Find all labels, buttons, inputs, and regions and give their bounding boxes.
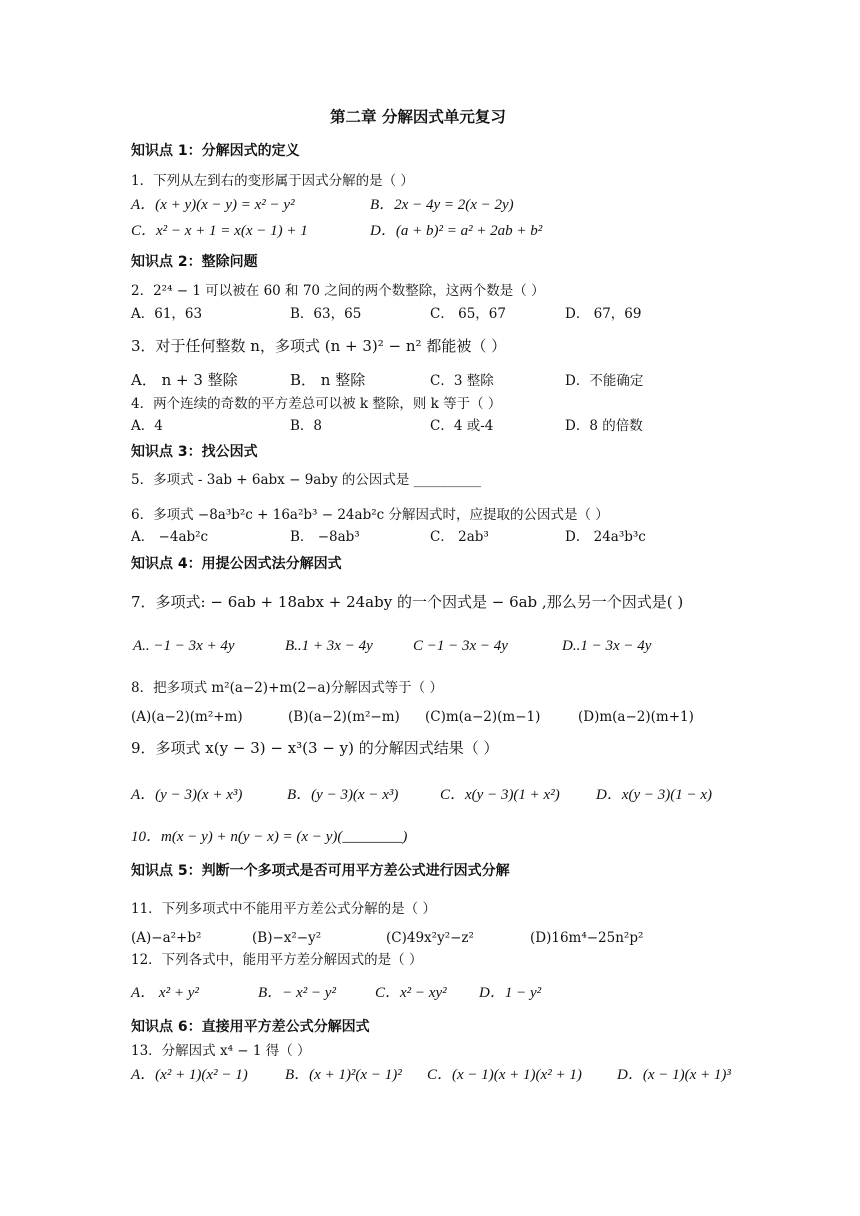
question-11-option-d: (D)16m⁴−25n²p² bbox=[530, 930, 644, 946]
question-3-option-b: B． n 整除 bbox=[290, 371, 366, 389]
section-heading-4: 知识点 4：用提公因式法分解因式 bbox=[131, 556, 342, 572]
question-3-option-d: D．不能确定 bbox=[565, 373, 644, 389]
question-2-option-c: C． 65，67 bbox=[430, 306, 506, 322]
question-9-option-a: A．(y − 3)(x + x³) bbox=[131, 787, 243, 803]
question-6-option-b: B． −8ab³ bbox=[290, 529, 360, 545]
page-title: 第二章 分解因式单元复习 bbox=[330, 107, 506, 126]
question-6-option-d: D． 24a³b³c bbox=[565, 529, 646, 545]
question-8-stem: 8．把多项式 m²(a−2)+m(2−a)分解因式等于（ ） bbox=[131, 680, 443, 696]
question-4-option-b: B．8 bbox=[290, 418, 323, 434]
question-6-stem: 6．多项式 −8a³b²c + 16a²b³ − 24ab²c 分解因式时，应提取的公因式是（ ） bbox=[131, 507, 609, 523]
question-4-option-d: D．8 的倍数 bbox=[565, 418, 643, 434]
question-11-option-a: (A)−a²+b² bbox=[131, 930, 202, 946]
question-2-option-d: D． 67，69 bbox=[565, 306, 642, 322]
question-13-option-b: B．(x + 1)²(x − 1)² bbox=[285, 1067, 402, 1083]
question-3-stem: 3．对于任何整数 n，多项式 (n + 3)² − n² 都能被（ ） bbox=[131, 337, 507, 355]
question-7-stem: 7．多项式: − 6ab + 18abx + 24aby 的一个因式是 − 6ab ,那么另一个因式是( ) bbox=[131, 593, 684, 611]
question-7-option-c: C −1 − 3x − 4y bbox=[413, 638, 508, 654]
question-12-stem: 12．下列各式中，能用平方差分解因式的是（ ） bbox=[131, 952, 423, 968]
question-7-option-b: B..1 + 3x − 4y bbox=[285, 638, 373, 654]
question-1-option-a: A．(x + y)(x − y) = x² − y² bbox=[131, 197, 295, 213]
question-9-option-b: B．(y − 3)(x − x³) bbox=[287, 787, 399, 803]
question-10-stem: 10．m(x − y) + n(y − x) = (x − y)(________) bbox=[131, 829, 408, 845]
section-heading-6: 知识点 6：直接用平方差公式分解因式 bbox=[131, 1019, 370, 1035]
question-12-option-c: C．x² − xy² bbox=[375, 985, 447, 1001]
question-1-option-b: B．2x − 4y = 2(x − 2y) bbox=[370, 197, 514, 213]
question-12-option-d: D．1 − y² bbox=[479, 985, 542, 1001]
question-12-option-b: B．− x² − y² bbox=[258, 985, 336, 1001]
question-8-option-b: (B)(a−2)(m²−m) bbox=[288, 709, 400, 725]
question-1-option-d: D．(a + b)² = a² + 2ab + b² bbox=[370, 223, 543, 239]
question-13-option-c: C．(x − 1)(x + 1)(x² + 1) bbox=[427, 1067, 582, 1083]
question-9-option-c: C．x(y − 3)(1 + x²) bbox=[440, 787, 560, 803]
section-heading-3: 知识点 3：找公因式 bbox=[131, 444, 258, 460]
question-12-option-a: A． x² + y² bbox=[131, 985, 199, 1001]
question-6-option-a: A． −4ab²c bbox=[131, 529, 209, 545]
question-2-stem: 2．2²⁴ − 1 可以被在 60 和 70 之间的两个数整除，这两个数是（ ） bbox=[131, 283, 545, 299]
question-13-option-d: D．(x − 1)(x + 1)³ bbox=[617, 1067, 731, 1083]
question-9-stem: 9．多项式 x(y − 3) − x³(3 − y) 的分解因式结果（ ） bbox=[131, 739, 499, 757]
question-6-option-c: C． 2ab³ bbox=[430, 529, 489, 545]
question-7-option-a: A.. −1 − 3x + 4y bbox=[133, 638, 235, 654]
question-2-option-a: A．61，63 bbox=[131, 306, 203, 322]
question-11-stem: 11．下列多项式中不能用平方差公式分解的是（ ） bbox=[131, 901, 436, 917]
question-1-option-c: C．x² − x + 1 = x(x − 1) + 1 bbox=[131, 223, 308, 239]
section-heading-5: 知识点 5：判断一个多项式是否可用平方差公式进行因式分解 bbox=[131, 863, 510, 879]
question-4-stem: 4．两个连续的奇数的平方差总可以被 k 整除，则 k 等于（ ） bbox=[131, 396, 502, 412]
question-4-option-c: C．4 或-4 bbox=[430, 418, 494, 434]
question-13-stem: 13．分解因式 x⁴ − 1 得（ ） bbox=[131, 1043, 311, 1059]
question-8-option-a: (A)(a−2)(m²+m) bbox=[131, 709, 243, 725]
question-3-option-c: C．3 整除 bbox=[430, 373, 494, 389]
question-4-option-a: A．4 bbox=[131, 418, 163, 434]
question-1-stem: 1．下列从左到右的变形属于因式分解的是（ ） bbox=[131, 173, 414, 189]
question-2-option-b: B．63，65 bbox=[290, 306, 362, 322]
question-11-option-b: (B)−x²−y² bbox=[252, 930, 322, 946]
question-11-option-c: (C)49x²y²−z² bbox=[386, 930, 474, 946]
question-7-option-d: D..1 − 3x − 4y bbox=[562, 638, 652, 654]
section-heading-1: 知识点 1：分解因式的定义 bbox=[131, 143, 300, 159]
question-8-option-c: (C)m(a−2)(m−1) bbox=[425, 709, 541, 725]
question-8-option-d: (D)m(a−2)(m+1) bbox=[578, 709, 694, 725]
section-heading-2: 知识点 2：整除问题 bbox=[131, 254, 258, 270]
question-13-option-a: A．(x² + 1)(x² − 1) bbox=[131, 1067, 248, 1083]
question-3-option-a: A． n + 3 整除 bbox=[131, 371, 238, 389]
question-9-option-d: D．x(y − 3)(1 − x) bbox=[596, 787, 713, 803]
question-5-stem: 5．多项式 - 3ab + 6abx − 9aby 的公因式是 __________ bbox=[131, 472, 482, 488]
